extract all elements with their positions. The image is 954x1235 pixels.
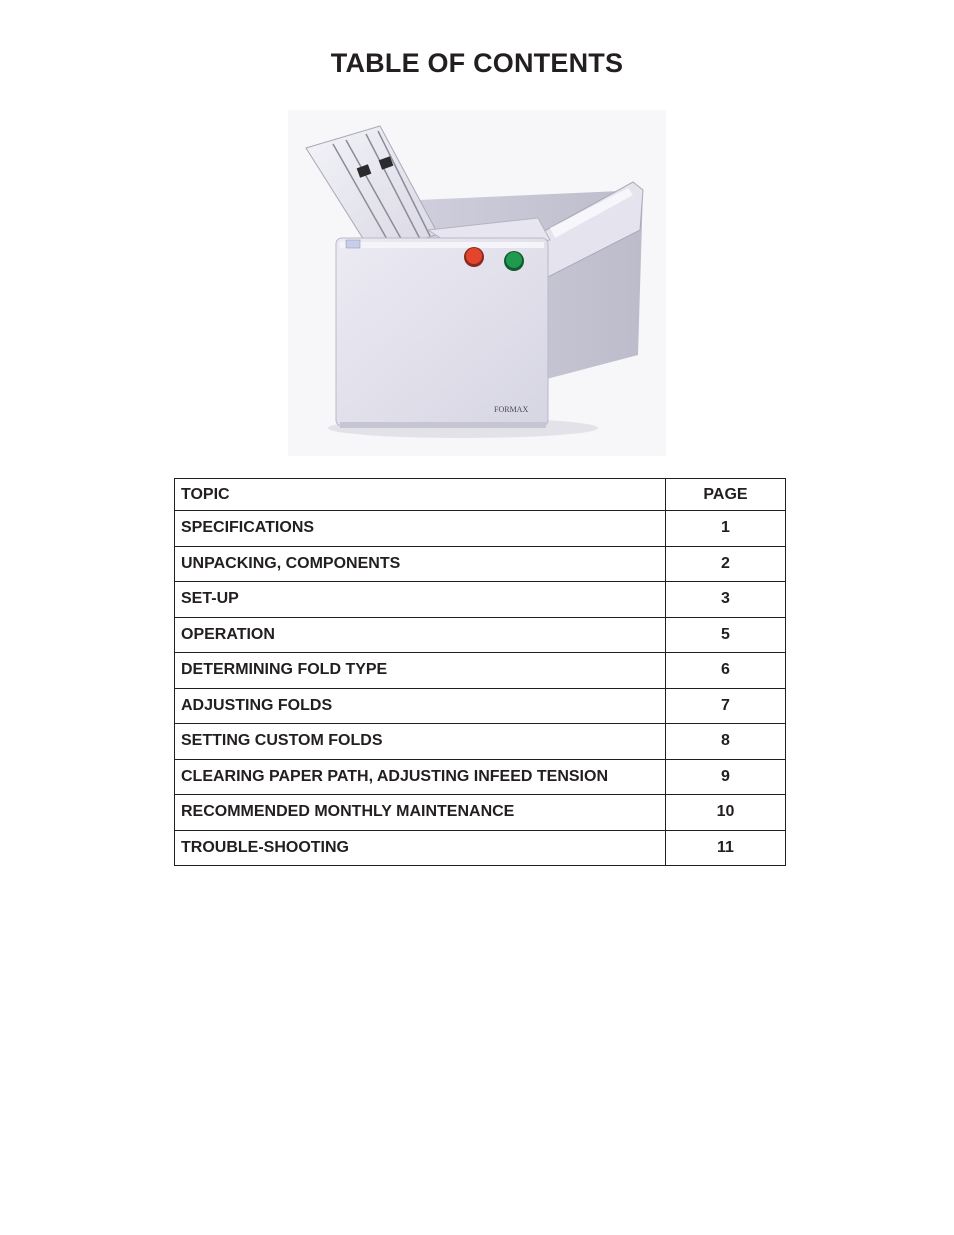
table-row — [175, 511, 786, 547]
page-number-cell: 2 — [666, 546, 786, 582]
table-row — [175, 582, 786, 618]
table-row — [175, 830, 786, 866]
page-number-cell: 3 — [666, 582, 786, 618]
topic-cell: CLEARING PAPER PATH, ADJUSTING INFEED TENSION — [175, 759, 666, 795]
topic-cell: DETERMINING FOLD TYPE — [175, 653, 666, 689]
paper-folder-machine-image — [288, 110, 666, 456]
page-number-cell: 7 — [666, 688, 786, 724]
topic-cell: UNPACKING, COMPONENTS — [175, 546, 666, 582]
table-of-contents — [174, 478, 786, 866]
table-row — [175, 688, 786, 724]
table-row — [175, 759, 786, 795]
page-number-cell: 10 — [666, 795, 786, 831]
table-row — [175, 795, 786, 831]
topic-cell: SET-UP — [175, 582, 666, 618]
page-number-cell: 5 — [666, 617, 786, 653]
topic-cell: SPECIFICATIONS — [175, 511, 666, 547]
brand-label: FORMAX — [494, 405, 529, 414]
topic-cell: RECOMMENDED MONTHLY MAINTENANCE — [175, 795, 666, 831]
table-row — [175, 617, 786, 653]
table-row — [175, 653, 786, 689]
topic-cell: TROUBLE-SHOOTING — [175, 830, 666, 866]
table-row — [175, 724, 786, 760]
topic-cell: ADJUSTING FOLDS — [175, 688, 666, 724]
table-header-row — [175, 479, 786, 511]
page-number-cell: 6 — [666, 653, 786, 689]
table-row — [175, 546, 786, 582]
page-column-header: PAGE — [666, 479, 786, 511]
topic-column-header: TOPIC — [175, 479, 666, 511]
page-title: TABLE OF CONTENTS — [330, 48, 624, 78]
topic-cell: OPERATION — [175, 617, 666, 653]
page-number-cell: 8 — [666, 724, 786, 760]
topic-cell: SETTING CUSTOM FOLDS — [175, 724, 666, 760]
page-number-cell: 9 — [666, 759, 786, 795]
page-number-cell: 11 — [666, 830, 786, 866]
page-number-cell: 1 — [666, 511, 786, 547]
